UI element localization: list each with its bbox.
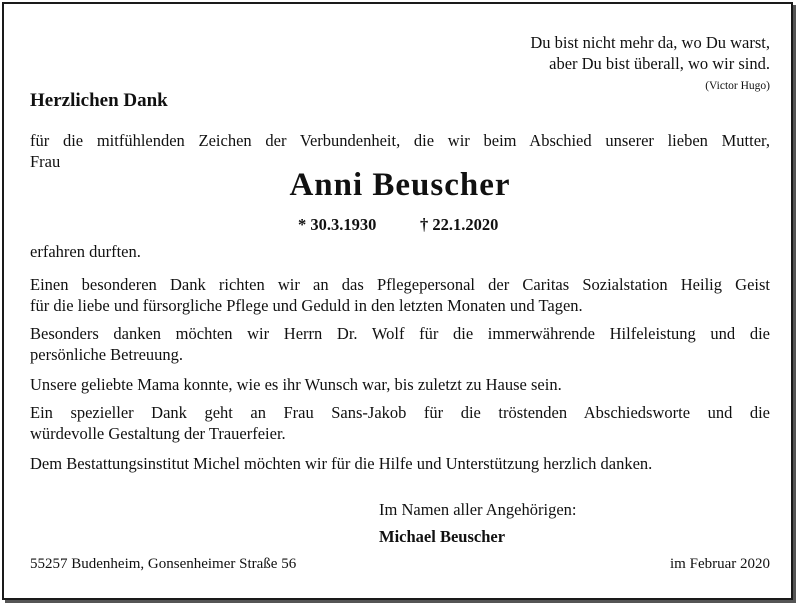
- paragraph-ceremony: [30, 402, 770, 444]
- paragraph-line: Besonders danken möchten wir Herrn Dr. Wolf für die immerwährende Hilfeleistung und die: [30, 324, 770, 343]
- paragraph-home: [30, 374, 770, 395]
- paragraph-funeral-home: [30, 453, 770, 474]
- death-date: † 22.1.2020: [420, 215, 499, 234]
- intro-closing: erfahren durften.: [30, 242, 141, 261]
- paragraph-line: Unsere geliebte Mama konnte, wie es ihr Wunsch war, bis zuletzt zu Hause sein.: [30, 375, 562, 394]
- signoff-text: Im Namen aller Angehörigen:: [379, 500, 577, 519]
- paragraph-caritas: [30, 274, 770, 316]
- date-line: im Februar 2020: [670, 556, 770, 572]
- signer-name: Michael Beuscher: [379, 527, 506, 546]
- paragraph-line: Dem Bestattungsinstitut Michel möchten wir für die Hilfe und Unterstützung herzlich danken.: [30, 454, 653, 473]
- quote-block: [530, 32, 770, 74]
- paragraph-line: Ein spezieller Dank geht an Frau Sans-Jakob für die tröstenden Abschiedsworte und die: [30, 403, 770, 422]
- quote-line-1: Du bist nicht mehr da, wo Du warst,: [530, 33, 770, 52]
- intro-line-2: Frau: [30, 152, 61, 171]
- thanks-heading: Herzlichen Dank: [30, 90, 168, 111]
- paragraph-line: persönliche Betreuung.: [30, 345, 184, 364]
- paragraph-line: würdevolle Gestaltung der Trauerfeier.: [30, 424, 286, 443]
- birth-date: * 30.3.1930: [298, 215, 377, 234]
- paragraph-line: Einen besonderen Dank richten wir an das Pflegepersonal der Caritas Sozialstation Heilig Geist: [30, 275, 770, 294]
- paragraph-doctor: [30, 323, 770, 365]
- paragraph-line: für die liebe und fürsorgliche Pflege und Geduld in den letzten Monaten und Tagen.: [30, 296, 583, 315]
- intro-line-1: für die mitfühlenden Zeichen der Verbundenheit, die wir beim Abschied unserer lieben Mutter,: [30, 131, 770, 150]
- address: 55257 Budenheim, Gonsenheimer Straße 56: [30, 556, 297, 572]
- deceased-name: Anni Beuscher: [289, 167, 511, 203]
- quote-author: (Victor Hugo): [705, 80, 770, 92]
- quote-line-2: aber Du bist überall, wo wir sind.: [549, 54, 770, 73]
